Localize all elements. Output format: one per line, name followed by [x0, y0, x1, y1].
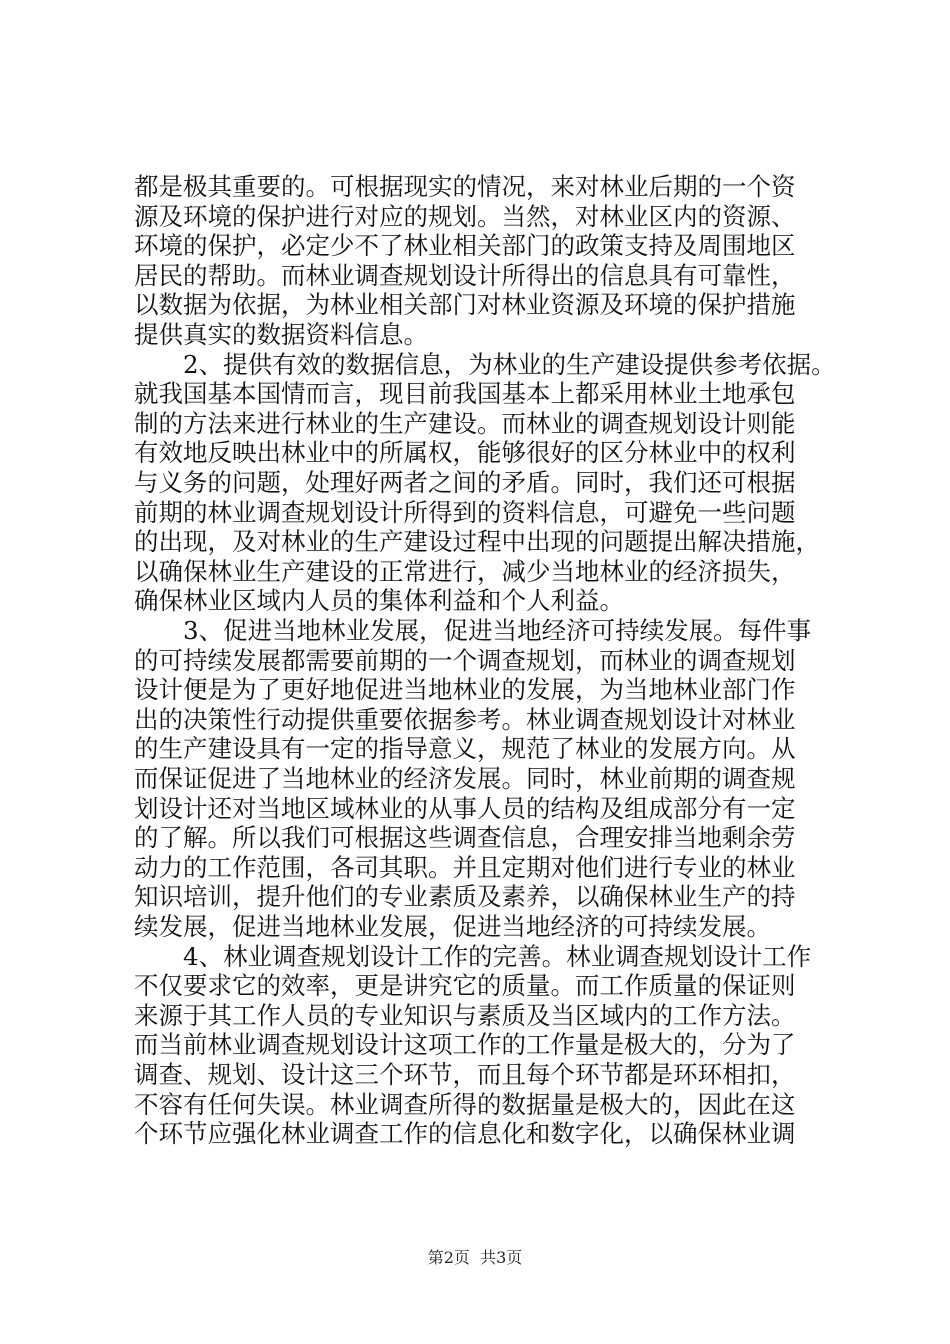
text-line: 居民的帮助。而林业调查规划设计所得出的信息具有可靠性，	[134, 260, 796, 290]
text-line: 以确保林业生产建设的正常进行，减少当地林业的经济损失，	[134, 556, 796, 586]
text-line: 2、提供有效的数据信息，为林业的生产建设提供参考依据。	[134, 349, 836, 379]
text-line: 的了解。所以我们可根据这些调查信息，合理安排当地剩余劳	[134, 823, 796, 853]
text-line: 来源于其工作人员的专业知识与素质及当区域内的工作方法。	[134, 1000, 796, 1030]
text-line: 都是极其重要的。可根据现实的情况，来对林业后期的一个资	[134, 172, 796, 201]
text-line: 就我国基本国情而言，现目前我国基本上都采用林业土地承包	[134, 379, 796, 409]
text-line: 而当前林业调查规划设计这项工作的工作量是极大的，分为了	[134, 1030, 796, 1060]
text-line: 与义务的问题，处理好两者之间的矛盾。同时，我们还可根据	[134, 468, 796, 497]
text-line: 环境的保护，必定少不了林业相关部门的政策支持及周围地区	[134, 231, 796, 261]
text-line: 不仅要求它的效率，更是讲究它的质量。而工作质量的保证则	[134, 971, 796, 1001]
text-line: 续发展，促进当地林业发展，促进当地经济的可持续发展。	[134, 912, 771, 941]
page-footer: 第2页 共3页	[427, 1248, 523, 1267]
text-line: 4、林业调查规划设计工作的完善。林业调查规划设计工作	[134, 941, 812, 971]
text-line: 以数据为依据，为林业相关部门对林业资源及环境的保护措施	[134, 290, 796, 320]
text-line: 的可持续发展都需要前期的一个调查规划，而林业的调查规划	[134, 645, 796, 675]
text-line: 制的方法来进行林业的生产建设。而林业的调查规划设计则能	[134, 408, 796, 438]
text-line: 不容有任何失误。林业调查所得的数据量是极大的，因此在这	[134, 1089, 796, 1119]
text-line: 划设计还对当地区域林业的从事人员的结构及组成部分有一定	[134, 793, 796, 823]
text-line: 确保林业区域内人员的集体利益和个人利益。	[134, 586, 624, 616]
text-line: 出的决策性行动提供重要依据参考。林业调查规划设计对林业	[134, 704, 796, 734]
text-line: 的生产建设具有一定的指导意义，规范了林业的发展方向。从	[134, 734, 796, 764]
text-line: 而保证促进了当地林业的经济发展。同时，林业前期的调查规	[134, 764, 796, 793]
text-line: 动力的工作范围，各司其职。并且定期对他们进行专业的林业	[134, 852, 796, 882]
text-line: 有效地反映出林业中的所属权，能够很好的区分林业中的权利	[134, 438, 796, 468]
text-line: 设计便是为了更好地促进当地林业的发展，为当地林业部门作	[134, 675, 796, 705]
text-line: 源及环境的保护进行对应的规划。当然，对林业区内的资源、	[134, 201, 796, 231]
text-line: 提供真实的数据资料信息。	[134, 320, 428, 349]
text-line: 知识培训，提升他们的专业素质及素养，以确保林业生产的持	[134, 882, 796, 912]
text-line: 调查、规划、设计这三个环节，而且每个环节都是环环相扣，	[134, 1060, 796, 1089]
text-line: 3、促进当地林业发展，促进当地经济可持续发展。每件事	[134, 616, 812, 645]
text-line: 前期的林业调查规划设计所得到的资料信息，可避免一些问题	[134, 497, 796, 527]
text-line: 个环节应强化林业调查工作的信息化和数字化，以确保林业调	[134, 1119, 796, 1149]
text-line: 的出现，及对林业的生产建设过程中出现的问题提出解决措施，	[134, 527, 820, 557]
